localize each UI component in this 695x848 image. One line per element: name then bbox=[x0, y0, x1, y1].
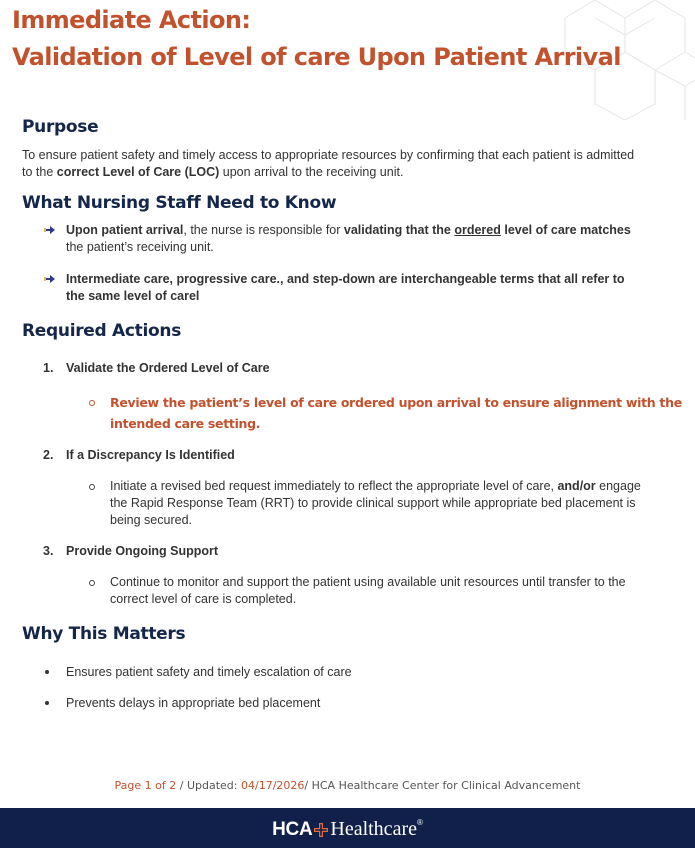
know-item-2-line-1: Intermediate care, progressive care., and step-down are interchangeable terms that all refer to bbox=[66, 272, 625, 286]
hca-healthcare-logo: HCA Healthcare® bbox=[272, 818, 423, 840]
purpose-line-1: To ensure patient safety and timely access to appropriate resources by confirming that each patient is admitted bbox=[22, 148, 635, 162]
page-title-line-2: Validation of Level of care Upon Patient Arrival bbox=[12, 43, 621, 71]
know-item-1 bbox=[66, 222, 631, 256]
know-heading: What Nursing Staff Need to Know bbox=[22, 193, 337, 213]
bullet-dot-icon bbox=[45, 670, 49, 674]
hollow-bullet-icon bbox=[89, 580, 95, 586]
step-3-title: Provide Ongoing Support bbox=[66, 544, 219, 558]
step-1-number: 1. bbox=[43, 361, 54, 375]
step-3-number: 3. bbox=[43, 544, 54, 558]
purpose-line-2: to the correct Level of Care (LOC) upon arrival to the receiving unit. bbox=[22, 165, 404, 179]
arrow-bullet-icon bbox=[44, 273, 56, 285]
step-2-detail-line-2: the Rapid Response Team (RRT) to provide clinical support while appropriate bed placement is bbox=[110, 496, 636, 510]
step-2-detail-line-1: Initiate a revised bed request immediately to reflect the appropriate level of care, and/or engage bbox=[110, 479, 641, 493]
step-1-detail-line-1: Review the patient’s level of care ordered upon arrival to ensure alignment with the bbox=[110, 395, 682, 410]
bullet-dot-icon bbox=[45, 701, 49, 705]
step-2-number: 2. bbox=[43, 448, 54, 462]
step-1-detail-line-2: intended care setting. bbox=[110, 416, 261, 431]
know-item-1-line-1: Upon patient arrival, the nurse is responsible for validating that the ordered level of care matches bbox=[66, 223, 631, 237]
page-number: Page 1 of 2 bbox=[114, 779, 177, 792]
know-item-2 bbox=[66, 271, 625, 305]
purpose-text bbox=[22, 147, 634, 181]
hollow-bullet-icon bbox=[89, 400, 95, 406]
actions-heading: Required Actions bbox=[22, 321, 182, 341]
brand-footer-bar bbox=[0, 808, 695, 848]
page-footer: Page 1 of 2 / Updated: 04/17/2026/ HCA Healthcare Center for Clinical Advancement bbox=[114, 779, 581, 792]
step-3-detail bbox=[110, 574, 626, 608]
why-bullet-2: Prevents delays in appropriate bed placement bbox=[66, 696, 321, 710]
page-title-line-1: Immediate Action: bbox=[12, 6, 251, 34]
hca-cross-icon bbox=[313, 822, 329, 838]
step-1-title: Validate the Ordered Level of Care bbox=[66, 361, 270, 375]
hollow-bullet-icon bbox=[89, 484, 95, 490]
why-heading: Why This Matters bbox=[22, 624, 186, 644]
step-3-detail-line-2: correct level of care is completed. bbox=[110, 592, 297, 606]
step-3-detail-line-1: Continue to monitor and support the patient using available unit resources until transfer to the bbox=[110, 575, 626, 589]
know-item-1-line-2: the patient’s receiving unit. bbox=[66, 240, 214, 254]
step-2-title: If a Discrepancy Is Identified bbox=[66, 448, 235, 462]
purpose-heading: Purpose bbox=[22, 117, 99, 137]
updated-date: 04/17/2026 bbox=[241, 779, 305, 792]
step-2-detail-line-3: being secured. bbox=[110, 513, 193, 527]
know-item-2-line-2: the same level of carel bbox=[66, 289, 200, 303]
why-bullet-1: Ensures patient safety and timely escalation of care bbox=[66, 665, 352, 679]
arrow-bullet-icon bbox=[44, 224, 56, 236]
step-2-detail bbox=[110, 478, 641, 529]
step-1-detail bbox=[110, 392, 682, 434]
